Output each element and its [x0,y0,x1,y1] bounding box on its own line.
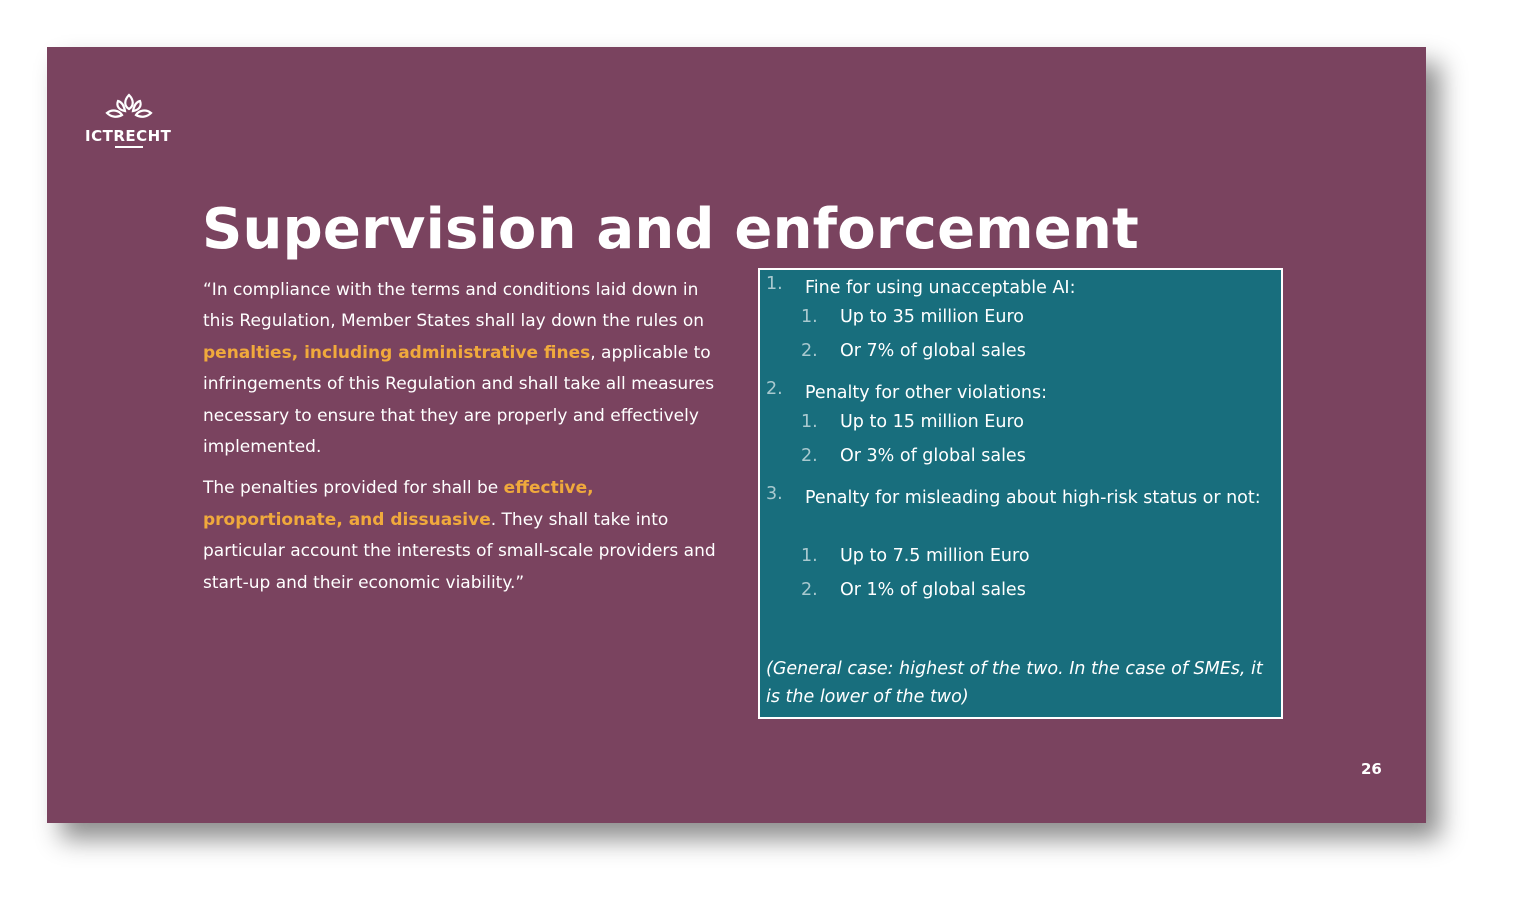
penalties-box [758,268,1283,719]
penalty-note: (General case: highest of the two. In the case of SMEs, it is the lower of the two) [766,659,1263,707]
list-number: 1. [801,412,818,432]
penalty-sublabel: Up to 7.5 million Euro [840,546,1030,566]
logo-underline [115,146,143,148]
penalty-sublabel: Or 7% of global sales [840,341,1026,361]
list-number: 1. [801,307,818,327]
quote-text: , applicable to infringements of this Regulation and shall take all measures necessary to ensure that they are properly and effectively implemented. [203,342,715,458]
slide-title: Supervision and enforcement [202,197,1140,262]
presentation-slide [47,47,1426,823]
quote-text: The penalties provided for shall be [203,478,504,499]
list-number: 2. [766,379,783,399]
list-number: 3. [766,484,783,504]
list-number: 2. [801,341,818,361]
list-number: 2. [801,446,818,466]
page-number: 26 [1361,760,1382,778]
penalty-sublabel: Or 1% of global sales [840,580,1026,600]
list-number: 1. [766,274,783,294]
quote-highlight: effective, proportionate, and dissuasive [203,478,594,530]
quote-paragraph-2 [203,473,723,599]
penalty-sublabel: Up to 35 million Euro [840,307,1024,327]
penalty-label: Penalty for misleading about high-risk status or not: [805,488,1261,508]
penalty-sublabel: Up to 15 million Euro [840,412,1024,432]
regulation-quote [203,275,723,609]
penalty-label: Penalty for other violations: [805,383,1048,403]
quote-text: “In compliance with the terms and conditions laid down in this Regulation, Member States shall lay down the rules on [203,280,705,332]
penalty-label: Fine for using unacceptable AI: [805,278,1076,298]
quote-text: . They shall take into particular account the interests of small-scale providers and start-up and their economic viability.” [203,509,716,593]
ictrecht-logo [83,89,175,151]
logo-text: ICTRECHT [85,127,172,145]
penalty-sublabel: Or 3% of global sales [840,446,1026,466]
leaf-icon [103,89,155,127]
list-number: 2. [801,580,818,600]
list-number: 1. [801,546,818,566]
quote-highlight: penalties, including administrative fines [203,342,591,363]
quote-paragraph-1 [203,275,723,463]
